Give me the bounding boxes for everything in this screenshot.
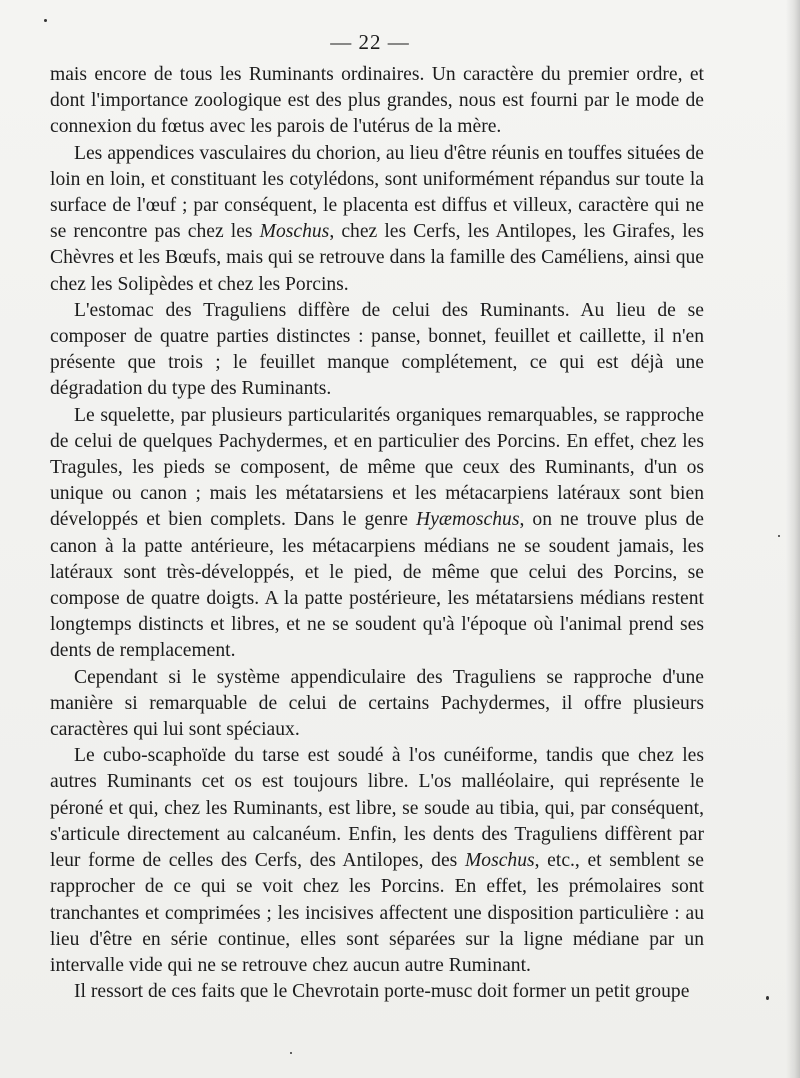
text-run: Il ressort de ces faits que le Chevrotain porte-musc doit former un petit groupe — [74, 981, 690, 1003]
text-run: Le squelette, par plusieurs particularités organiques remarquables, se rapproche de celui de quelques Pachydermes, et en particulier des Porcins. En effet, chez les Tragules, les pieds se composent, de même que ceux des Ruminants, d'un os unique ou canon ; mais les métatarsiens et les métacarpiens latéraux sont bien développés et bien complets. Dans le genre — [50, 404, 704, 531]
text-run: Cependant si le système appendiculaire des Traguliens se rapproche d'une manière si remarquable de celui de certains Pachydermes, il offre plusieurs caractères qui lui sont spéciaux. — [50, 666, 704, 741]
paragraph — [50, 298, 704, 403]
text-run: Les appendices vasculaires du chorion, au lieu d'être réunis en touffes situées de loin en loin, et constituant les cotylédons, sont uniformément répandus sur toute la surface de l'œuf ; par conséquent, le placenta est diffus et villeux, caractère qui ne se rencontre pas chez les — [50, 142, 704, 243]
ink-speck — [766, 996, 769, 1000]
text-run: , etc., et semblent se rapprocher de ce qui se voit chez les Porcins. En effet, les prémolaires sont tranchantes et comprimées ; les incisives affectent une disposition particulière : au lieu d'être en série continue, elles sont séparées sur la ligne médiane par un intervalle vide qui ne se retrouve chez aucun autre Ruminant. — [50, 850, 704, 976]
paragraph — [50, 743, 704, 979]
paragraph — [50, 403, 704, 665]
ink-speck — [290, 1052, 292, 1054]
body-text — [50, 62, 704, 1005]
page-edge-shadow — [786, 0, 800, 1078]
ink-speck — [778, 535, 780, 537]
page-number: — 22 — — [330, 30, 410, 54]
text-run: , chez les Cerfs, les Antilopes, les Girafes, les Chèvres et les Bœufs, mais qui se retrouve dans la famille des Caméliens, ainsi que chez les Solipèdes et chez les Porcins. — [50, 221, 704, 295]
italic-taxon: Moschus — [259, 221, 330, 243]
ink-speck — [44, 19, 47, 22]
text-run: mais encore de tous les Ruminants ordinaires. Un caractère du premier ordre, et dont l'importance zoologique est des plus grandes, nous est fourni par le mode de connexion du fœtus avec les parois de l'utérus de la mère. — [50, 64, 704, 138]
paragraph — [50, 979, 704, 1005]
text-run: Le cubo-scaphoïde du tarse est soudé à l'os cunéiforme, tandis que chez les autres Ruminants cet os est toujours libre. L'os malléolaire, qui représente le péroné et qui, chez les Ruminants, est libre, se soude au tibia, qui, par conséquent, s'articule directement au calcanéum. Enfin, les dents des Traguliens diffèrent par leur forme de celles des Cerfs, des Antilopes, des — [50, 745, 704, 872]
paragraph — [50, 141, 704, 298]
text-run: L'estomac des Traguliens diffère de celui des Ruminants. Au lieu de se composer de quatre parties distinctes : panse, bonnet, feuillet et caillette, il n'en présente que trois ; le feuillet manque complétement, ce qui est déjà une dégradation du type des Ruminants. — [50, 299, 704, 400]
paragraph — [50, 62, 704, 141]
italic-taxon: Moschus — [464, 850, 535, 872]
text-run: , on ne trouve plus de canon à la patte antérieure, les métacarpiens médians ne se soudent jamais, les latéraux sont très-développés, et le pied, de même que celui des Porcins, se compose de quatre doigts. A la patte postérieure, les métatarsiens médians restent longtemps distincts et libres, et ne se soudent qu'à l'époque où l'animal prend ses dents de remplacement. — [50, 509, 704, 662]
paragraph — [50, 665, 704, 744]
italic-taxon: Hyæmoschus — [416, 509, 520, 531]
